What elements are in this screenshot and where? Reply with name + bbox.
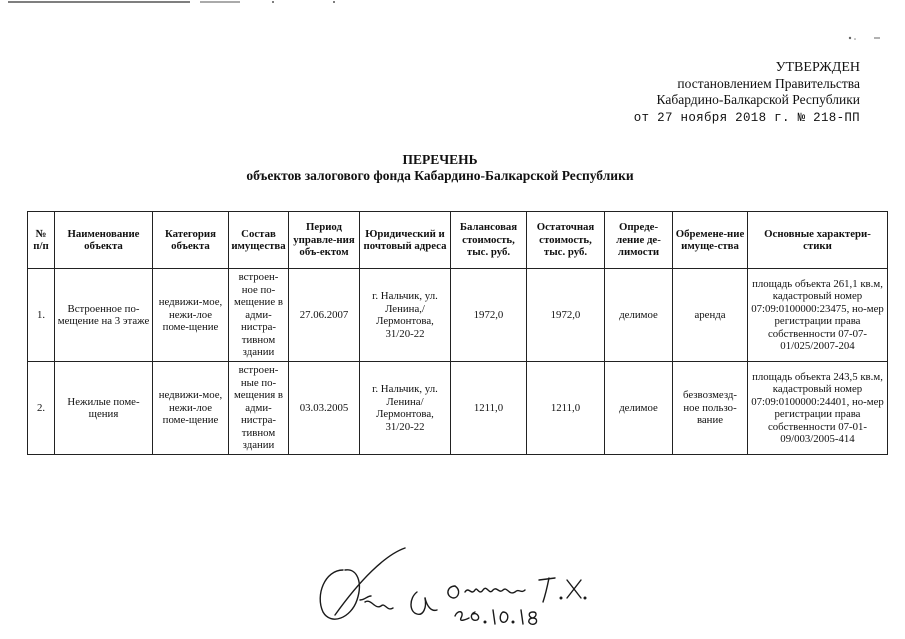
header-cell: Юридический и почтовый адреса [360, 212, 451, 269]
header-cell: Категория объекта [153, 212, 229, 269]
approval-heading: УТВЕРЖДЕН [775, 60, 860, 75]
table-cell: делимое [605, 269, 673, 362]
table-cell: 1972,0 [451, 269, 527, 362]
table-cell: Нежилые поме-щения [55, 362, 153, 455]
title-line2: объектов залогового фонда Кабардино-Балкарской Республики [246, 168, 634, 183]
table-row [28, 362, 888, 455]
table-cell: аренда [673, 269, 748, 362]
table-cell: площадь объекта 243,5 кв.м, кадастровый номер 07:09:0100000:24401, но-мер регистрации права собственности 07-01-09/003/2005-414 [748, 362, 888, 455]
header-cell: Остаточная стоимость, тыс. руб. [527, 212, 605, 269]
table-cell: 2. [28, 362, 55, 455]
document-title [160, 152, 720, 184]
header-cell: Основные характери-стики [748, 212, 888, 269]
table-cell: делимое [605, 362, 673, 455]
table-cell: 03.03.2005 [289, 362, 360, 455]
table-cell: г. Нальчик, ул. Ленина/ Лермонтова, 31/20-22 [360, 362, 451, 455]
header-cell: № п/п [28, 212, 55, 269]
table-header-row [28, 212, 888, 269]
table-cell: 1211,0 [451, 362, 527, 455]
table-cell: 27.06.2007 [289, 269, 360, 362]
approval-block [600, 60, 860, 126]
table-cell: Встроенное по-мещение на 3 этаже [55, 269, 153, 362]
table-cell: 1972,0 [527, 269, 605, 362]
table-row [28, 269, 888, 362]
table-cell: г. Нальчик, ул. Ленина,/ Лермонтова, 31/20-22 [360, 269, 451, 362]
header-cell: Состав имущества [229, 212, 289, 269]
table-cell: недвижи-мое, нежи-лое поме-щение [153, 362, 229, 455]
header-cell: Обремене-ние имуще-ства [673, 212, 748, 269]
table-cell: встроен-ное по-мещение в адми-нистра-тивном здании [229, 269, 289, 362]
approval-date: от 27 ноября 2018 г. № 218-ПП [633, 111, 860, 125]
header-cell: Период управле-ния объ-ектом [289, 212, 360, 269]
table-cell: недвижи-мое, нежи-лое поме-щение [153, 269, 229, 362]
header-cell: Балансовая стоимость, тыс. руб. [451, 212, 527, 269]
table-cell: 1211,0 [527, 362, 605, 455]
approval-line2: Кабардино-Балкарской Республики [656, 92, 860, 107]
header-cell: Наименование объекта [55, 212, 153, 269]
header-cell: Опреде-ление де-лимости [605, 212, 673, 269]
table-cell: площадь объекта 261,1 кв.м, кадастровый номер 07:09:0100000:23475, но-мер регистрации права собственности 07-07-01/025/2007-204 [748, 269, 888, 362]
table-cell: встроен-ные по-мещения в адми-нистра-тивном здании [229, 362, 289, 455]
approval-line1: постановлением Правительства [677, 76, 860, 91]
table-cell: безвозмезд-ное пользо-вание [673, 362, 748, 455]
handwritten-signature [305, 540, 605, 632]
objects-table [27, 211, 888, 455]
title-line1: ПЕРЕЧЕНЬ [402, 152, 478, 167]
scan-artifact-corner [840, 30, 890, 44]
scan-artifact-top [0, 0, 360, 8]
table-cell: 1. [28, 269, 55, 362]
